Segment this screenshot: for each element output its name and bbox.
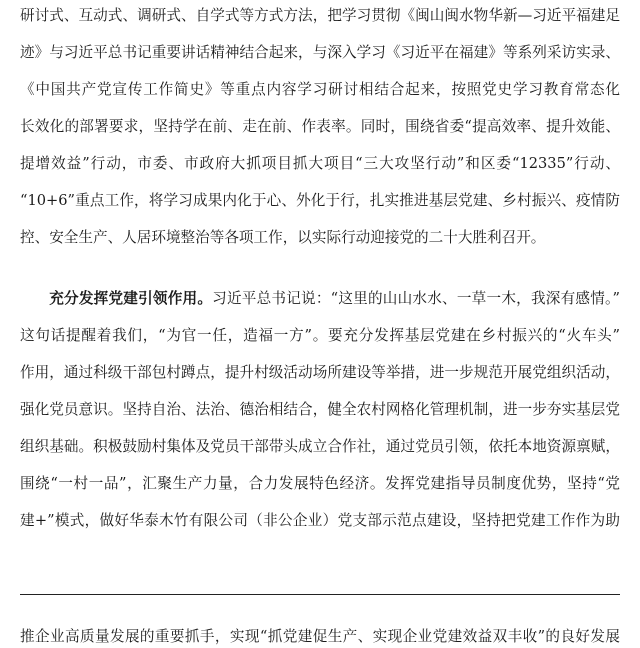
text-line: “10+6”重点工作，将学习成果内化于心、外化于行，扎实推进基层党建、乡村振兴、疫情防 [20, 192, 620, 209]
paragraph-heading: 充分发挥党建引领作用。 [49, 290, 213, 307]
text-line: 《中国共产党宣传工作简史》等重点内容学习研讨相结合起来，按照党史学习教育常态化 [20, 81, 620, 98]
page-break-divider [20, 594, 620, 595]
text-line: 强化党员意识。坚持自治、法治、德治相结合，健全农村网格化管理机制，进一步夯实基层党 [20, 401, 620, 418]
text-line: 建+”模式，做好华泰木竹有限公司（非公企业）党支部示范点建设，坚持把党建工作作为助 [20, 512, 620, 529]
text-line: 作用，通过科级干部包村蹲点，提升村级活动场所建设等举措，进一步规范开展党组织活动， [20, 364, 620, 381]
text-line: 提增效益”行动，市委、市政府大抓项目抓大项目“三大攻坚行动”和区委“12335”行动、 [20, 155, 620, 172]
text-line: 组织基础。积极鼓励村集体及党员干部带头成立合作社，通过党员引领，依托本地资源禀赋， [20, 438, 620, 455]
text-line: 迹》与习近平总书记重要讲话精神结合起来，与深入学习《习近平在福建》等系列采访实录、 [20, 44, 620, 61]
paragraph-first-line-text: 习近平总书记说：“这里的山山水水、一草一木，我深有感情。” [212, 290, 620, 307]
text-line: 长效化的部署要求，坚持学在前、走在前、作表率。同时，围绕省委“提高效率、提升效能、 [20, 118, 620, 135]
next-page-line: 推企业高质量发展的重要抓手，实现“抓党建促生产、实现企业党建效益双丰收”的良好发展 [20, 628, 620, 645]
text-line: 这句话提醒着我们，“为官一任，造福一方”。要充分发挥基层党建在乡村振兴的“火车头” [20, 327, 620, 344]
text-line: 研讨式、互动式、调研式、自学式等方式方法，把学习贯彻《闽山闽水物华新—习近平福建足 [20, 7, 620, 24]
paragraph-first-line [20, 288, 620, 310]
text-line: 控、安全生产、人居环境整治等各项工作，以实际行动迎接党的二十大胜利召开。 [20, 229, 546, 246]
text-line: 围绕“一村一品”，汇聚生产力量，合力发展特色经济。发挥党建指导员制度优势，坚持“党 [20, 475, 620, 492]
